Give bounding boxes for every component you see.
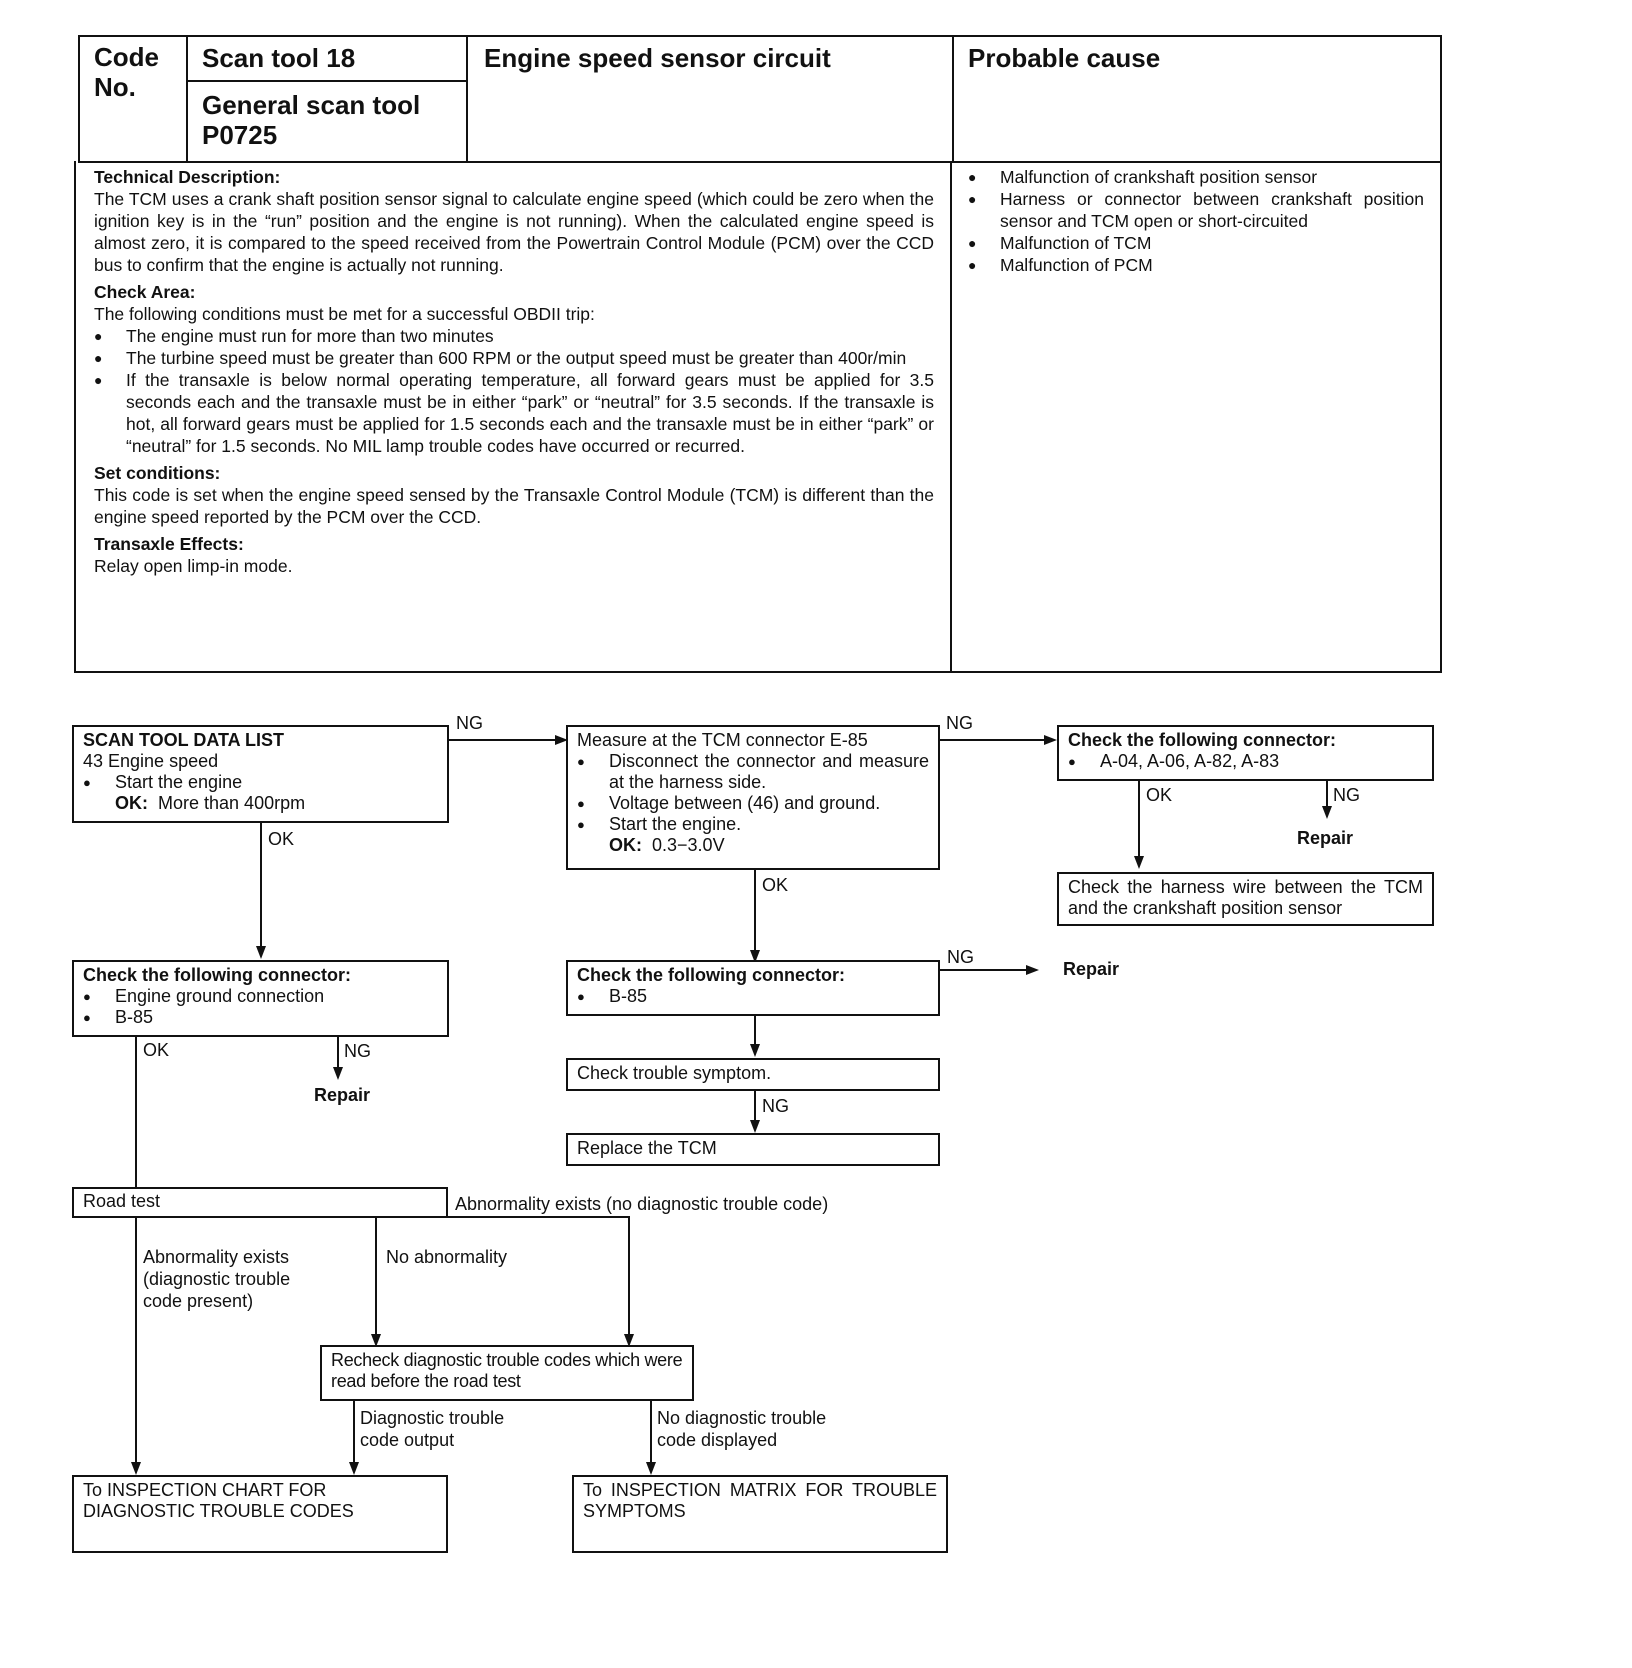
check-area-item: ● The turbine speed must be greater than 600 RPM or the output speed must be greater than 400r/min [94,348,907,368]
arrow-down-icon [646,1462,656,1475]
divider [466,35,468,163]
repair-label: Repair [1063,959,1120,979]
probable-cause-item: ● Malfunction of PCM [968,255,1153,275]
probable-cause-item: ● Malfunction of crankshaft position sensor [968,167,1318,187]
bullet-icon: ● [1068,754,1076,769]
probable-cause-heading: Probable cause [968,43,1161,73]
bullet-icon: ● [94,372,103,388]
connector-line [135,1037,137,1195]
divider [952,35,954,163]
measure-box-bullet: ● Disconnect the connector and measure at the harness side. [577,751,929,792]
ng-label: NG [344,1041,371,1061]
bullet-icon: ● [968,191,977,207]
divider [950,161,952,673]
check-ground-bullet: ● Engine ground connection [83,986,325,1006]
code-label: Code No. [94,42,159,102]
abnormality-dtc-label: Abnormality exists [143,1247,290,1267]
dtc-output-label: Diagnostic trouble [360,1408,505,1428]
bullet-icon: ● [94,328,103,344]
ok-label: OK [1146,785,1173,805]
arrow-down-icon [750,1044,760,1057]
ng-label: NG [947,947,974,967]
measure-box-bullet: ● Voltage between (46) and ground. [577,793,881,813]
connector-line [375,1218,377,1338]
bullet-icon: ● [968,169,977,185]
no-abnormality-label: No abnormality [386,1247,508,1267]
measure-box-bullet: ● Start the engine. [577,814,742,834]
check-ground-bullet: ● B-85 [83,1007,154,1027]
check-b85-connector-box [566,960,940,1016]
scan-tool-data-list-box [72,725,449,823]
arrow-down-icon [1322,806,1332,819]
general-scan-tool-label: General scan tool [202,90,421,120]
inspection-chart-box[interactable]: To INSPECTION CHART FOR DIAGNOSTIC TROUBLE CODES [72,1475,448,1553]
connector-line [940,739,1048,741]
recheck-dtc-box: Recheck diagnostic trouble codes which were read before the road test [320,1345,694,1401]
bullet-icon: ● [577,796,585,811]
abnormality-dtc-label: (diagnostic trouble [143,1269,291,1289]
ng-label: NG [1333,785,1360,805]
check-area-item: ● The engine must run for more than two minutes [94,326,494,346]
connector-line [1138,781,1140,861]
dtc-code: P0725 [202,120,278,150]
check-harness-box: Check the harness wire between the TCM and the crankshaft position sensor [1057,872,1434,926]
page-title: Engine speed sensor circuit [484,43,831,73]
ok-label: OK [268,829,295,849]
check-area-intro: The following conditions must be met for a successful OBDII trip: [94,304,595,324]
arrow-down-icon [333,1067,343,1080]
scan-tool-box-ok: OK: More than 400rpm [115,793,306,813]
check-connector-a-box [1057,725,1434,781]
no-dtc-label: code displayed [657,1430,778,1450]
scan-tool-code: Scan tool 18 [202,43,356,73]
connector-line [628,1216,630,1338]
connector-line [940,969,1030,971]
measure-box-title: Measure at the TCM connector E-85 [577,730,868,750]
bullet-icon: ● [577,817,585,832]
ng-label: NG [456,713,483,733]
connector-line [260,823,262,951]
set-conditions-heading: Set conditions: [94,463,221,483]
transaxle-effects-text: Relay open limp-in mode. [94,556,293,576]
ng-label: NG [762,1096,789,1116]
connector-line [448,1216,629,1218]
check-b85-title: Check the following connector: [577,965,846,985]
arrow-down-icon [349,1462,359,1475]
scan-tool-box-line: 43 Engine speed [83,751,219,771]
bullet-icon: ● [94,350,103,366]
bullet-icon: ● [83,1010,91,1025]
bullet-icon: ● [83,989,91,1004]
set-conditions-text: This code is set when the engine speed sensed by the Transaxle Control Module (TCM) is different than the engine speed reported by the PCM over the CCD. [94,485,934,527]
connector-line [353,1401,355,1466]
connector-line [449,739,559,741]
abnormality-no-dtc-label: Abnormality exists (no diagnostic trouble code) [455,1194,829,1214]
check-area-heading: Check Area: [94,282,196,302]
replace-tcm-box: Replace the TCM [566,1133,940,1166]
bullet-icon: ● [83,775,91,790]
arrow-right-icon [1026,965,1039,975]
bullet-icon: ● [968,257,977,273]
check-trouble-symptom-box: Check trouble symptom. [566,1058,940,1091]
ok-label: OK [762,875,789,895]
connector-line [650,1401,652,1466]
repair-label: Repair [1297,828,1354,848]
arrow-down-icon [256,946,266,959]
arrow-right-icon [1044,735,1057,745]
scan-tool-box-title: SCAN TOOL DATA LIST [83,730,284,750]
bullet-icon: ● [577,754,585,769]
divider [186,80,466,82]
ok-label: OK [143,1040,170,1060]
transaxle-effects-heading: Transaxle Effects: [94,534,244,554]
arrow-down-icon [131,1462,141,1475]
connector-line [135,1218,137,1466]
technical-description-heading: Technical Description: [94,167,281,187]
bullet-icon: ● [968,235,977,251]
abnormality-dtc-label: code present) [143,1291,254,1311]
probable-cause-list [968,166,1424,276]
technical-description-text: The TCM uses a crank shaft position sensor signal to calculate engine speed (which could be zero when the ignition key is in the “run” position and the engine is not running). When the calculated engine speed is almost zero, it is compared to the speed received from the Powertrain Control Module (PCM) over the CCD bus to confirm that the engine is actually not running. [94,189,934,275]
road-test-box: Road test [72,1187,448,1218]
arrow-down-icon [750,1120,760,1133]
bullet-icon: ● [577,989,585,1004]
divider [186,35,188,163]
no-dtc-label: No diagnostic trouble [657,1408,827,1428]
ng-label: NG [946,713,973,733]
description-section [94,166,934,577]
probable-cause-item: ● Harness or connector between crankshaft position sensor and TCM open or short-circuited [968,189,1424,231]
repair-label: Repair [314,1085,371,1105]
check-ground-connector-box [72,960,449,1037]
check-a-title: Check the following connector: [1068,730,1337,750]
arrow-down-icon [1134,856,1144,869]
dtc-output-label: code output [360,1430,455,1450]
probable-cause-item: ● Malfunction of TCM [968,233,1152,253]
check-b85-bullet: ● B-85 [577,986,648,1006]
check-area-item: ● If the transaxle is below normal operating temperature, all forward gears must be applied for 3.5 seconds each and the transaxle must be in either “park” or “neutral” for 3.5 seconds. If the transaxle is hot, all forward gears must be applied for 1.5 seconds each and the transaxle must be in either “park” or “neutral” for 1.5 seconds. No MIL lamp trouble codes have occurred or recurred. [94,370,934,456]
connector-line [754,870,756,955]
check-ground-title: Check the following connector: [83,965,352,985]
check-a-bullet: ● A-04, A-06, A-82, A-83 [1068,751,1280,771]
scan-tool-box-bullet: ● Start the engine [83,772,243,792]
measure-tcm-connector-box [566,725,940,870]
measure-box-ok: OK: 0.3−3.0V [609,835,725,855]
inspection-matrix-box[interactable]: To INSPECTION MATRIX FOR TROUBLE SYMPTOMS [572,1475,948,1553]
